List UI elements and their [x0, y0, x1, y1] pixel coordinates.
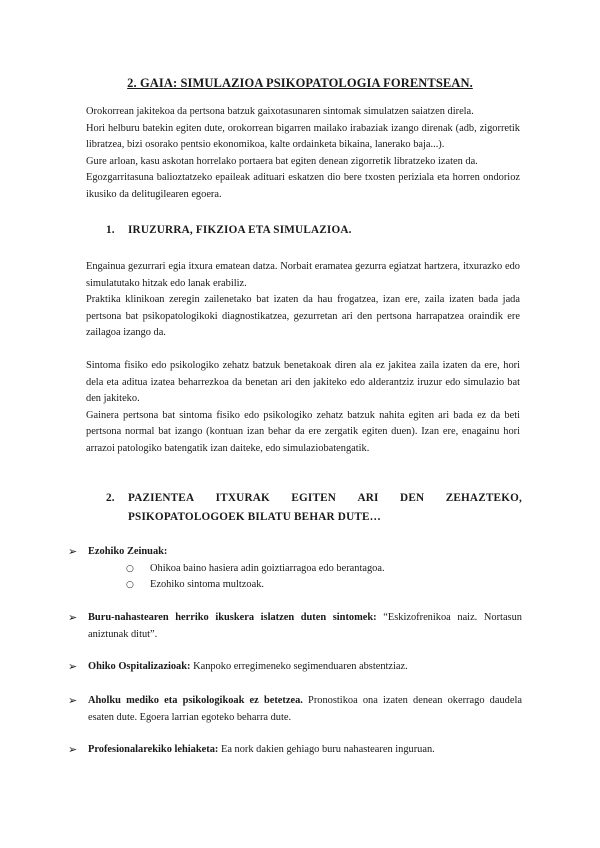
document-title: 2. GAIA: SIMULAZIOA PSIKOPATOLOGIA FORENTSEAN. — [127, 76, 473, 90]
arrowhead-icon: ➢ — [68, 611, 78, 624]
arrowhead-icon: ➢ — [68, 545, 78, 558]
section-1-paragraph-b — [86, 358, 520, 457]
intro-line: Orokorrean jakitekoa da pertsona batzuk gaixotasunaren sintomak simulatzen saiatzen direla. — [86, 106, 474, 117]
intro-line: Egozgarritasuna balioztatzeko epaileak adituari eskatzen dio bere txosten periziala eta horren ondorioz ikusiko da delitugilearen egoera. — [86, 172, 520, 200]
bullet-item — [68, 742, 522, 759]
bullet-item — [68, 693, 522, 726]
heading-word: EGITEN — [291, 492, 337, 504]
bullet-text: Ea nork dakien gehiago buru nahastearen inguruan. — [218, 744, 435, 755]
arrowhead-icon: ➢ — [68, 743, 78, 756]
intro-paragraph — [86, 104, 520, 203]
sub-list-item — [126, 577, 385, 593]
bullet-item — [68, 659, 522, 676]
arrowhead-icon: ➢ — [68, 660, 78, 673]
arrowhead-icon: ➢ — [68, 694, 78, 707]
section-title-line-2: PSIKOPATOLOGOEK BILATU BEHAR DUTE… — [128, 511, 382, 523]
heading-word: ITXURAK — [215, 492, 270, 504]
paragraph-line: Sintoma fisiko edo psikologiko zehatz batzuk benetakoak diren ala ez jakitea zaila izaten da ere, hori dela eta aditua izatea beharrezkoa da benetan ari den jakiteko edo alderantziz iruzur edo simulazio bat den jakiteko. — [86, 360, 520, 404]
heading-word: PAZIENTEA — [128, 492, 195, 504]
circle-icon: ○ — [126, 580, 134, 590]
bullet-text: Kanpoko erregimeneko segimenduaren abstentziaz. — [190, 661, 408, 672]
heading-word: DEN — [400, 492, 425, 504]
section-title: IRUZURRA, FIKZIOA ETA SIMULAZIOA. — [128, 224, 352, 236]
section-1-paragraph-a — [86, 259, 520, 342]
bullet-label: Aholku mediko eta psikologikoak ez betetzea. — [88, 695, 303, 706]
sub-item-text: Ezohiko sintoma multzoak. — [150, 579, 264, 590]
section-number: 2. — [106, 492, 115, 504]
paragraph-line: Gainera pertsona bat sintoma fisiko edo psikologiko zehatz batzuk nahita egiten ari bada ez da beti pertsona normal bat izango (kontuan izan behar da ere zergatik egiten duen). Izan ere, enagainu hori arrazoi patologiko batengatik izan daiteke, edo simulaziobatengatik. — [86, 409, 520, 454]
bullet-label: Profesionalarekiko lehiaketa: — [88, 744, 219, 755]
heading-word: ZEHAZTEKO, — [445, 492, 522, 504]
intro-line: Gure arloan, kasu askotan horrelako portaera bat egiten denean zigorretik libratzeko izaten da. — [86, 155, 478, 167]
bullet-text: “Eskizofrenikoa naiz. Nortasun aniztunak ditut”. — [88, 612, 522, 640]
bullet-item — [68, 544, 522, 561]
bullet-label: Buru-nahastearen herriko ikuskera islatzen duten sintomek: — [88, 612, 377, 623]
section-number: 1. — [106, 224, 115, 236]
sub-list — [126, 561, 385, 593]
bullet-item — [68, 610, 522, 643]
bullet-text: Pronostikoa ona izaten denean okerrago daudela esaten dute. Egoera larrian egoteko beharra dute. — [88, 695, 522, 723]
intro-line: Hori helburu batekin egiten dute, orokorrean bigarren mailako irabaziak izango direnak (adb, zigorretik libratzea, bizi osorako pentsio ekonomikoa, kalte ordainketa bikaina, lanerako baja...). — [86, 122, 520, 150]
bullet-label: Ohiko Ospitalizazioak: — [88, 661, 191, 672]
sub-list-item — [126, 561, 385, 577]
paragraph-line: Praktika klinikoan zeregin zailenetako bat izaten da hau frogatzea, izan ere, zaila izaten bada jada pertsona bat psikopatologikoki diagnostikatzea, gezurretan ari den pertsona harrapatzea oraindik ere zailagoa izango da. — [86, 294, 520, 338]
heading-word: ARI — [357, 492, 379, 504]
section-2-heading — [106, 489, 522, 527]
circle-icon: ○ — [126, 564, 134, 574]
section-title-line-1 — [128, 489, 522, 508]
section-1-heading — [106, 224, 352, 236]
bullet-label: Ezohiko Zeinuak: — [88, 546, 168, 557]
paragraph-line: Engainua gezurrari egia itxura ematean datza. Norbait eramatea gezurra egiatzat hartzera, itxurazko edo simulatutako hitzak edo lanak erabiliz. — [86, 261, 520, 289]
sub-item-text: Ohikoa baino hasiera adin goiztiarragoa edo berantagoa. — [150, 563, 385, 574]
